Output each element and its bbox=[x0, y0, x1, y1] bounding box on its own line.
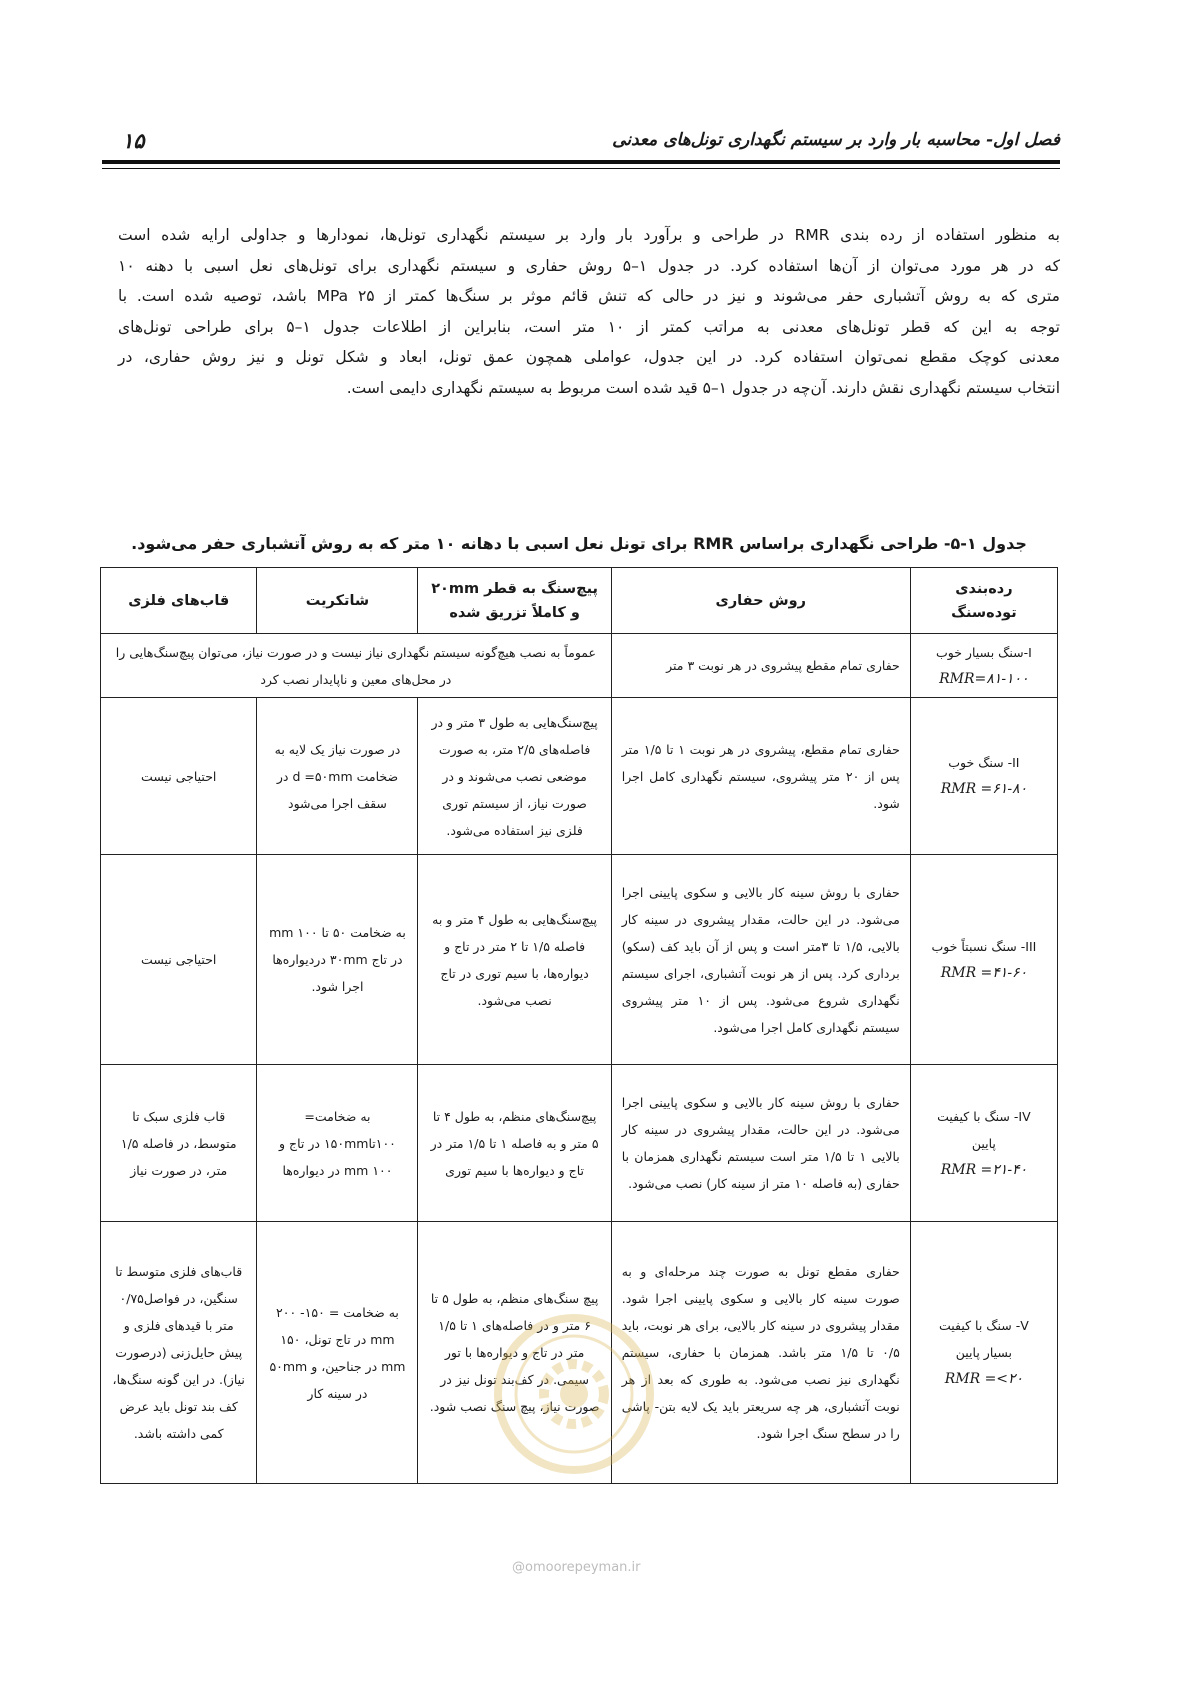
table-row bbox=[101, 855, 1058, 1065]
table-row bbox=[101, 634, 1058, 698]
excavation-cell: حفاری مقطع تونل به صورت چند مرحله‌ای و به صورت سینه کار بالایی و سکوی پایینی اجرا شود. مقدار پیشروی در سینه کار بالایی، برای هر نوبت، باید ۰/۵ تا ۱/۵ متر باشد. همزمان با حفاری، سیستم نگهداری نیز نصب می‌شود. به طوری که بعد از هر نوبت آتشباری، هر چه سریعتر باید یک لایه بتن- پاشی را در سطح سنگ اجرا شود. bbox=[611, 1222, 910, 1484]
rock-class-name-cont: پایین bbox=[971, 1135, 996, 1151]
header-excavation: روش حفاری bbox=[611, 568, 910, 634]
rock-class-cell bbox=[910, 634, 1057, 698]
header-rock-bolts: پیچ‌سنگ به قطر ۲۰mm و کاملاً تزریق شده bbox=[418, 568, 611, 634]
paragraph-line: متری که به روش آتشباری حفر می‌شوند و نیز در حالی که تنش قائم موثر بر سنگ‌ها کمتر از ۲۵ MPa باشد، توصیه شده است. با bbox=[118, 287, 1060, 305]
paragraph-line: انتخاب سیستم نگهداری نقش دارند. آن‌چه در جدول ۱–۵ قید شده است مربوط به سیستم نگهداری دایمی است. bbox=[346, 378, 1060, 397]
chapter-title: فصل اول- محاسبه بار وارد بر سیستم نگهداری تونل‌های معدنی bbox=[612, 130, 1060, 150]
rock-class-cell bbox=[910, 855, 1057, 1065]
body-paragraph bbox=[118, 220, 1060, 403]
watermark-url: @omoorepeyman.ir bbox=[512, 1560, 641, 1575]
header-rule-thick bbox=[102, 160, 1060, 164]
rmr-range: RMR =۶۱-۸۰ bbox=[940, 781, 1028, 797]
page-number: ۱۵ bbox=[122, 128, 145, 153]
rmr-range: RMR=۸۱-۱۰۰ bbox=[939, 670, 1029, 687]
table-row bbox=[101, 1065, 1058, 1222]
excavation-cell: حفاری تمام مقطع، پیشروی در هر نوبت ۱ تا ۱/۵ متر پس از ۲۰ متر پیشروی، سیستم نگهداری کامل اجرا شود. bbox=[611, 698, 910, 855]
watermark-logo-icon bbox=[492, 1312, 656, 1476]
rock-class-name: I-سنگ بسیار خوب bbox=[936, 644, 1032, 660]
header-shotcrete: شاتکریت bbox=[257, 568, 418, 634]
merged-support-cell: عموماً به نصب هیچ‌گونه سیستم نگهداری نیاز نیست و در صورت نیاز، می‌توان پیچ‌سنگ‌هایی را در محل‌های معین و ناپایدار نصب کرد bbox=[101, 634, 612, 698]
table-caption: جدول ۱-۵- طراحی نگهداری براساس RMR برای تونل نعل اسبی با دهانه ۱۰ متر که به روش آتشباری حفر می‌شود. bbox=[131, 534, 1027, 553]
rock-bolts-cell: پیچ‌سنگ‌هایی به طول ۳ متر و در فاصله‌های ۲/۵ متر، به صورت موضعی نصب می‌شوند و در صورت نیاز، از سیستم توری فلزی نیز استفاده می‌شود. bbox=[418, 698, 611, 855]
rock-class-name: II- سنگ خوب bbox=[948, 755, 1020, 770]
rock-class-name: IV- سنگ با کیفیت bbox=[937, 1108, 1031, 1124]
shotcrete-cell: به ضخامت = ۱۵۰- ۲۰۰ mm در تاج تونل، ۱۵۰ mm در جناحین، و ۵۰mm در سینه کار bbox=[257, 1222, 418, 1484]
paragraph-line: که در هر مورد می‌توان از آن‌ها استفاده کرد. در جدول ۱–۵ روش حفاری و سیستم نگهداری برای تونل‌های نعل اسبی با دهنه ۱۰ bbox=[118, 256, 1060, 275]
rmr-range: RMR =۴۱-۶۰ bbox=[940, 964, 1028, 981]
shotcrete-cell: به ضخامت ۵۰ تا ۱۰۰ mm در تاج ۳۰mm دردیواره‌ها اجرا شود. bbox=[257, 855, 418, 1065]
excavation-cell: حفاری تمام مقطع پیشروی در هر نوبت ۳ متر bbox=[611, 634, 910, 698]
steel-sets-cell: قاب‌های فلزی متوسط تا سنگین، در فواصل۰/۷۵ متر با قیدهای فلزی و پیش حایل‌زنی (درصورت نیاز). در این گونه سنگ‌ها، کف بند تونل باید عرض کمی داشته باشد. bbox=[101, 1222, 257, 1484]
steel-sets-cell: قاب فلزی سبک تا متوسط، در فاصله ۱/۵ متر، در صورت نیاز bbox=[101, 1065, 257, 1222]
rmr-range: RMR =۲۱-۴۰ bbox=[940, 1161, 1028, 1178]
paragraph-line: توجه به این که قطر تونل‌های معدنی به مراتب کمتر از ۱۰ متر است، بنابراین از اطلاعات جدول ۱–۵ برای طراحی تونل‌های bbox=[118, 317, 1060, 336]
rock-bolts-cell: پیچ‌سنگ‌های منظم، به طول ۴ تا ۵ متر و به فاصله ۱ تا ۱/۵ متر در تاج و دیواره‌ها با سیم توری bbox=[418, 1065, 611, 1222]
rock-bolts-cell: پیچ‌سنگ‌هایی به طول ۴ متر و به فاصله ۱/۵ تا ۲ متر در تاج و دیواره‌ها، با سیم توری در تاج نصب می‌شود. bbox=[418, 855, 611, 1065]
table-row bbox=[101, 698, 1058, 855]
shotcrete-cell: در صورت نیاز یک لایه به ضخامت d =۵۰mm در سقف اجرا می‌شود bbox=[257, 698, 418, 855]
excavation-cell: حفاری با روش سینه کار بالایی و سکوی پایینی اجرا می‌شود. در این حالت، مقدار پیشروی در سینه کار بالایی، ۱/۵ تا ۳متر است و پس از آن باید کف (سکو) برداری کرد. پس از هر نوبت آتشباری، اجرای سیستم نگهداری شروع می‌شود. پس از ۱۰ متر پیشروی سیستم نگهداری کامل اجرا می‌شود. bbox=[611, 855, 910, 1065]
paragraph-line: معدنی کوچک مقطع نمی‌توان استفاده کرد. در این جدول، عواملی همچون عمق تونل، ابعاد و شکل تونل و نیز روش حفاری، در bbox=[118, 348, 1060, 366]
header-steel-sets: قاب‌های فلزی bbox=[101, 568, 257, 634]
rock-class-name: V- سنگ با کیفیت bbox=[938, 1318, 1029, 1333]
steel-sets-cell: احتیاجی نیست bbox=[101, 698, 257, 855]
header-rule-thin bbox=[102, 168, 1060, 169]
rock-class-cell bbox=[910, 698, 1057, 855]
header-rock-class: رده‌بندی توده‌سنگ bbox=[910, 568, 1057, 634]
table-header-row bbox=[101, 568, 1058, 634]
rock-class-cell bbox=[910, 1222, 1057, 1484]
page-header bbox=[100, 128, 1060, 162]
steel-sets-cell: احتیاجی نیست bbox=[101, 855, 257, 1065]
rock-class-cell bbox=[910, 1065, 1057, 1222]
paragraph-line: به منظور استفاده از رده بندی RMR در طراحی و برآورد بار وارد بر سیستم نگهداری تونل‌ها، نمودارها و جداولی ارایه شده است bbox=[118, 226, 1060, 244]
shotcrete-cell: به ضخامت= ۱۰۰تا۱۵۰mm در تاج و ۱۰۰ mm در دیواره‌ها bbox=[257, 1065, 418, 1222]
rmr-range: RMR =<۲۰ bbox=[944, 1371, 1024, 1387]
rock-class-name-cont: بسیار پایین bbox=[955, 1345, 1013, 1360]
excavation-cell: حفاری با روش سینه کار بالایی و سکوی پایینی اجرا می‌شود. در این حالت، مقدار پیشروی در سینه کار بالایی ۱ تا ۱/۵ متر است سیستم نگهداری همزمان با حفاری (به فاصله ۱۰ متر از سینه کار) نصب می‌شود. bbox=[611, 1065, 910, 1222]
rock-bolts-cell: پیچ سنگ‌های منظم، به طول ۵ تا ۶ متر و در فاصله‌های ۱ تا ۱/۵ متر در تاج و دیواره‌ها با تور سیمی. در کف‌بند تونل نیز در صورت نیاز، پیچ سنگ نصب شود. bbox=[418, 1222, 611, 1484]
rock-class-name: III- سنگ نسبتاً خوب bbox=[931, 938, 1037, 954]
